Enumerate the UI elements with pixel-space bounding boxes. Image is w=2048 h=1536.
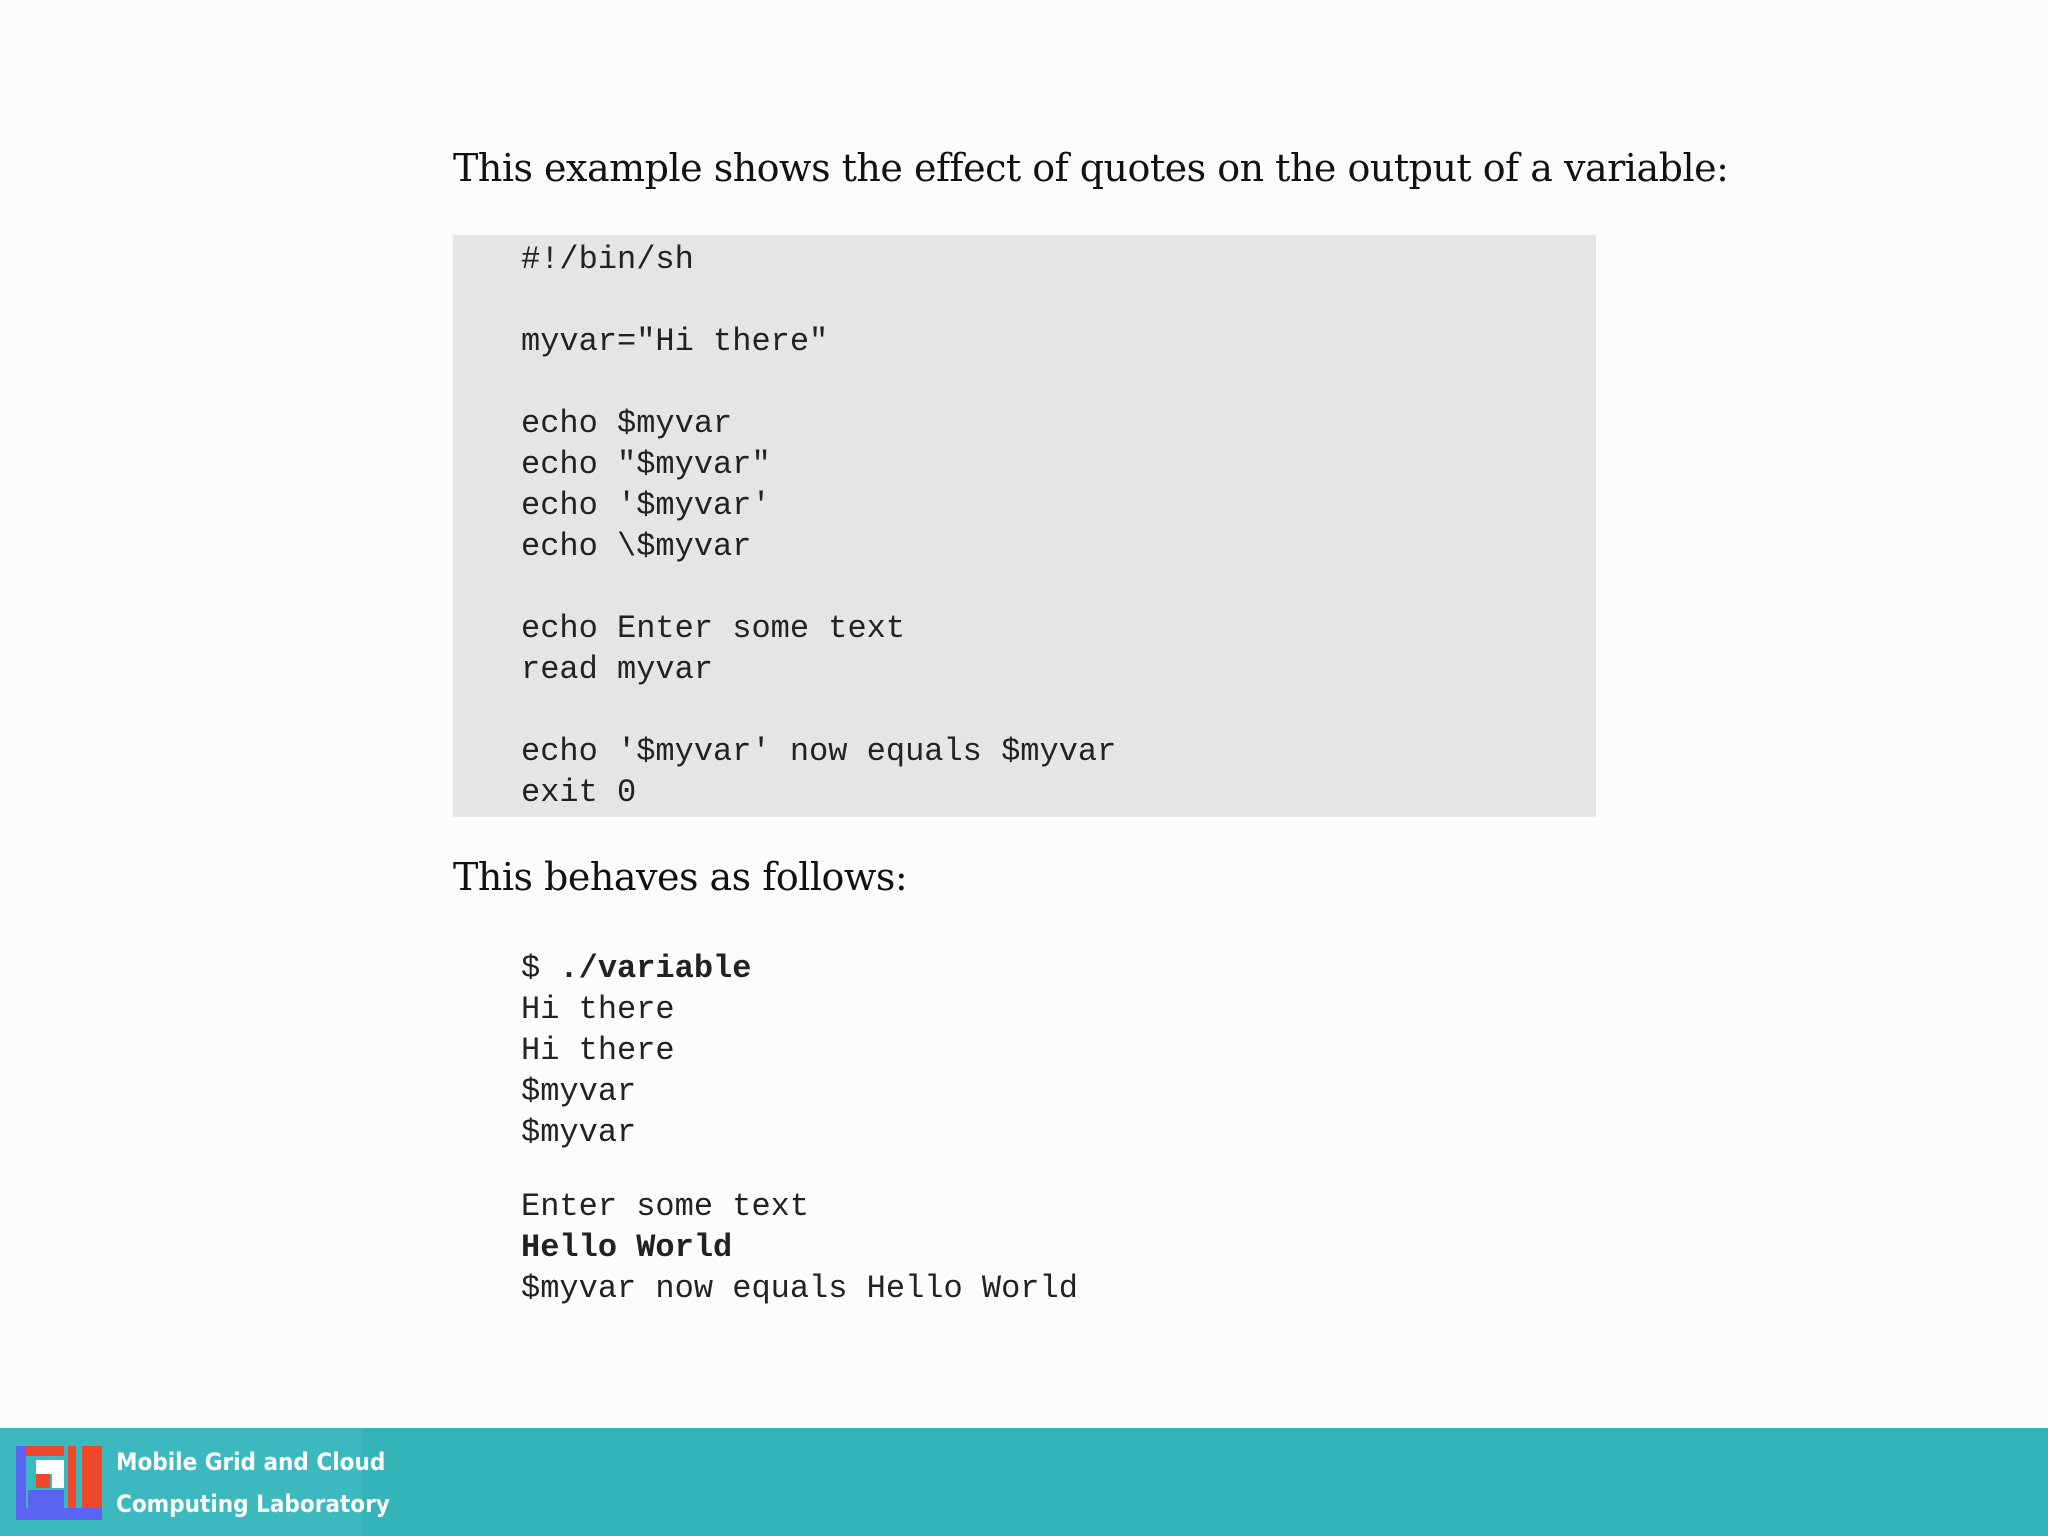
code-line: echo $myvar — [521, 405, 733, 442]
intro-paragraph: This example shows the effect of quotes on the output of a variable: — [453, 146, 1729, 190]
user-input-line: Hello World — [521, 1229, 733, 1266]
prompt-line — [521, 950, 752, 987]
output-line: Enter some text — [521, 1188, 810, 1225]
output-line: $myvar — [521, 1114, 637, 1151]
footer-bar — [0, 1428, 2048, 1536]
footer-title-line2: Computing Laboratory — [116, 1490, 390, 1518]
prompt-symbol: $ — [521, 950, 560, 987]
result-line: $myvar now equals Hello World — [521, 1270, 1078, 1307]
footer-title-line1: Mobile Grid and Cloud — [116, 1448, 386, 1476]
code-line: echo Enter some text — [521, 610, 906, 647]
output-line: Hi there — [521, 991, 675, 1028]
command-text: ./variable — [559, 950, 752, 987]
footer-brand — [0, 1428, 390, 1536]
code-block — [453, 235, 1596, 817]
output-line: $myvar — [521, 1073, 637, 1110]
code-line: #!/bin/sh — [521, 241, 694, 278]
code-line: echo '$myvar' now equals $myvar — [521, 733, 1117, 770]
code-line: myvar="Hi there" — [521, 323, 829, 360]
behaves-paragraph: This behaves as follows: — [453, 855, 908, 899]
code-line: exit 0 — [521, 774, 637, 811]
output-line: Hi there — [521, 1032, 675, 1069]
code-line: read myvar — [521, 651, 714, 688]
code-line: echo \$myvar — [521, 528, 752, 565]
mgcl-logo-icon — [16, 1446, 102, 1520]
code-line: echo '$myvar' — [521, 487, 771, 524]
code-line: echo "$myvar" — [521, 446, 771, 483]
